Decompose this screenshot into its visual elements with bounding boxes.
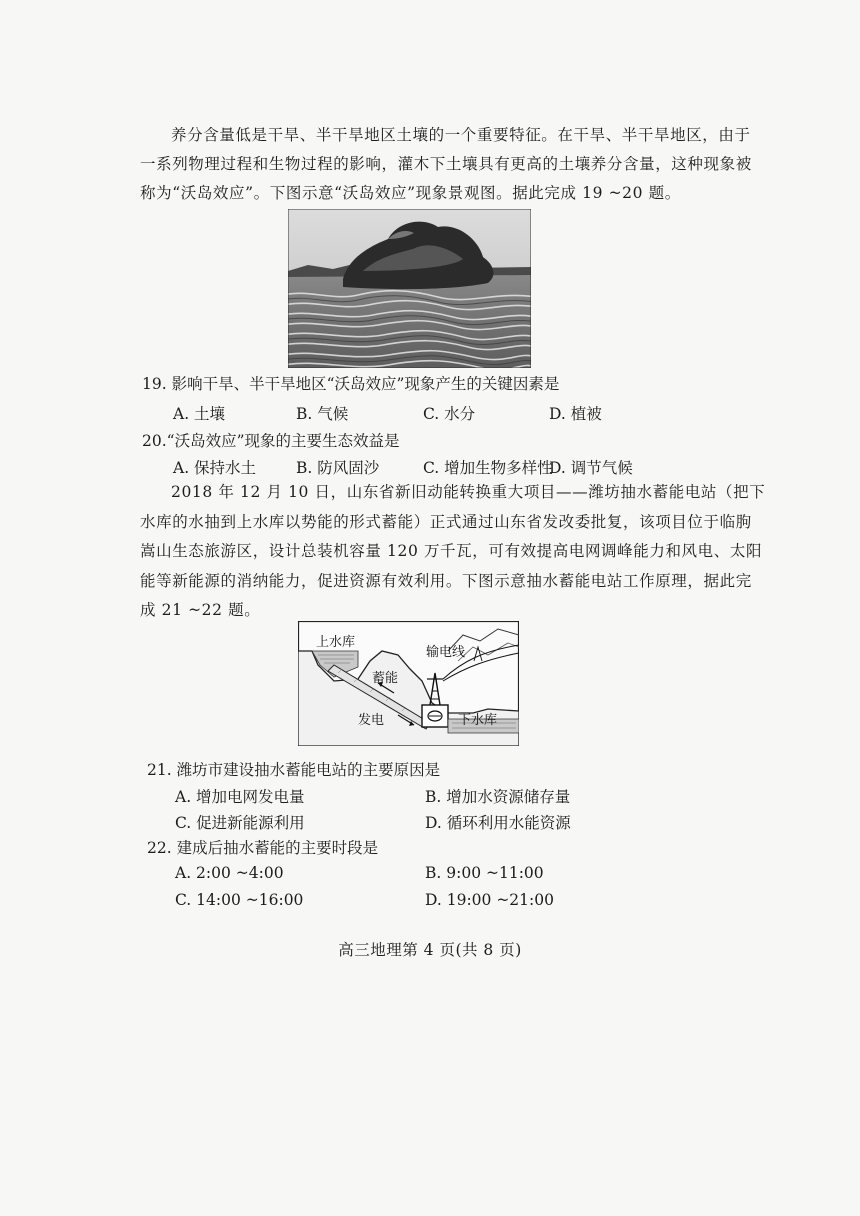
question-20-option-c[interactable]: C. 增加生物多样性 <box>423 459 553 477</box>
question-22-option-a[interactable]: A. 2:00 ~4:00 <box>175 864 284 882</box>
page-footer: 高三地理第 4 页(共 8 页) <box>338 941 522 959</box>
question-19-option-d[interactable]: D. 植被 <box>549 405 602 423</box>
question-22-option-b[interactable]: B. 9:00 ~11:00 <box>425 864 544 882</box>
question-20-option-d[interactable]: D. 调节气候 <box>549 459 633 477</box>
intro-line: 称为“沃岛效应”。下图示意“沃岛效应”现象景观图。据此完成 19 ~20 题。 <box>140 184 681 202</box>
question-21-option-b[interactable]: B. 增加水资源储存量 <box>425 788 571 806</box>
intro-paragraph-21-22 <box>140 478 766 626</box>
question-22-stem: 22. 建成后抽水蓄能的主要时段是 <box>147 839 379 857</box>
oasis-effect-landscape-photo <box>288 209 531 368</box>
intro-paragraph-19-20 <box>140 121 752 208</box>
question-21-option-d[interactable]: D. 循环利用水能资源 <box>425 814 571 832</box>
intro-line: 水库的水抽到上水库以势能的形式蓄能）正式通过山东省发改委批复，该项目位于临朐 <box>140 512 752 531</box>
question-19-option-c[interactable]: C. 水分 <box>423 405 476 423</box>
question-20-option-a[interactable]: A. 保持水土 <box>173 459 257 477</box>
question-22-option-c[interactable]: C. 14:00 ~16:00 <box>175 891 304 909</box>
pumped-storage-diagram <box>298 621 519 746</box>
diagram-label-lower-reservoir: 下水库 <box>458 713 498 728</box>
question-19-option-b[interactable]: B. 气候 <box>296 405 349 423</box>
question-19-option-a[interactable]: A. 土壤 <box>173 405 226 423</box>
intro-line: 嵩山生态旅游区，设计总装机容量 120 万千瓦，可有效提高电网调峰能力和风电、太阳 <box>140 542 763 560</box>
question-22-option-d[interactable]: D. 19:00 ~21:00 <box>425 891 554 909</box>
question-19-stem: 19. 影响干旱、半干旱地区“沃岛效应”现象产生的关键因素是 <box>142 375 560 393</box>
intro-line: 能等新能源的消纳能力，促进资源有效利用。下图示意抽水蓄能电站工作原理，据此完 <box>140 571 752 590</box>
question-21-option-a[interactable]: A. 增加电网发电量 <box>175 788 305 806</box>
question-21-stem: 21. 潍坊市建设抽水蓄能电站的主要原因是 <box>147 761 441 779</box>
diagram-label-power-line: 输电线 <box>426 645 466 660</box>
intro-line: 2018 年 12 月 10 日，山东省新旧动能转换重大项目——潍坊抽水蓄能电站（把下 <box>171 483 766 501</box>
intro-line: 一系列物理过程和生物过程的影响，灌木下土壤具有更高的土壤养分含量，这种现象被 <box>140 155 752 173</box>
question-20-option-b[interactable]: B. 防风固沙 <box>296 459 380 477</box>
diagram-label-generation: 发电 <box>358 713 385 728</box>
diagram-label-upper-reservoir: 上水库 <box>316 635 356 650</box>
question-20-stem: 20.“沃岛效应”现象的主要生态效益是 <box>142 432 400 450</box>
question-21-option-c[interactable]: C. 促进新能源利用 <box>175 814 305 832</box>
intro-line: 养分含量低是干旱、半干旱地区土壤的一个重要特征。在干旱、半干旱地区，由于 <box>171 126 751 144</box>
intro-line: 成 21 ~22 题。 <box>140 601 261 619</box>
diagram-label-storage: 蓄能 <box>372 671 399 686</box>
